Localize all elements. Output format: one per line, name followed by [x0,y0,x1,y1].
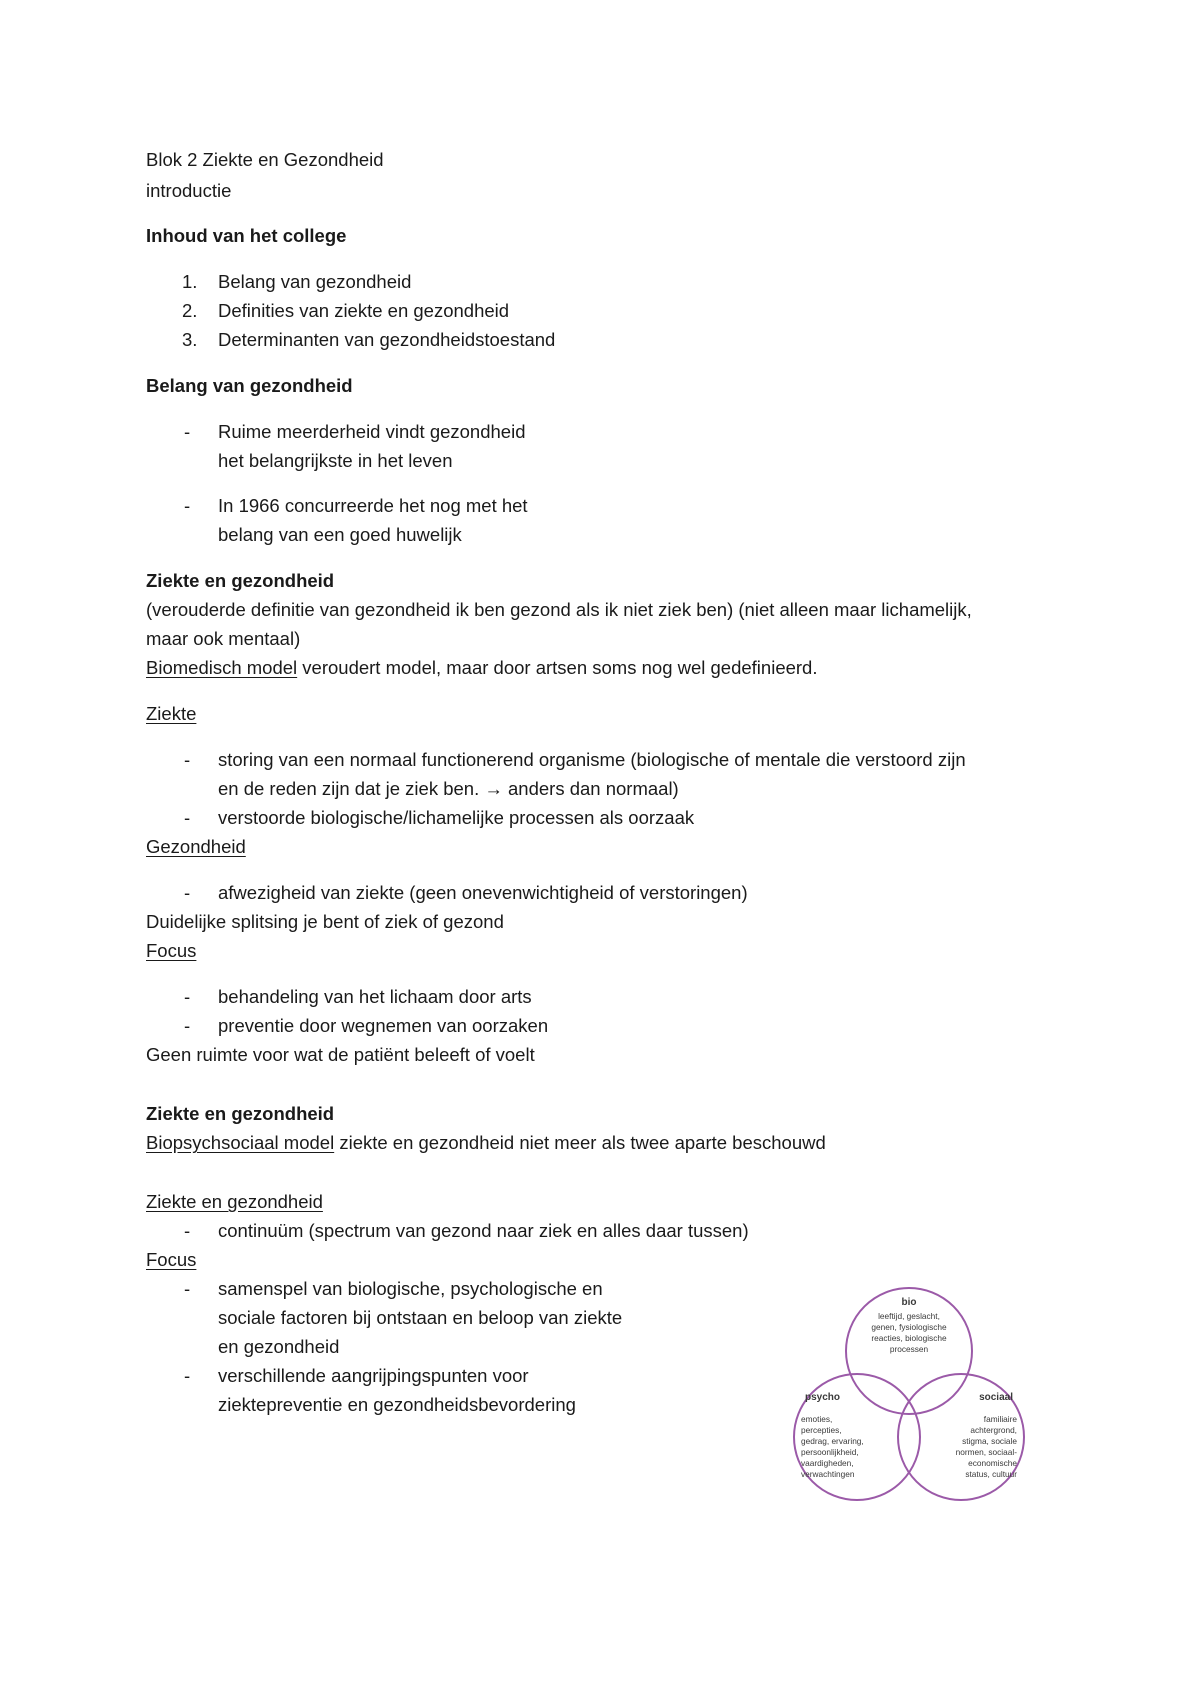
bullet-item: In 1966 concurreerde het nog met het [218,495,528,516]
venn-sociaal-line: stigma, sociale [962,1436,1017,1446]
venn-sociaal-line: normen, sociaal- [955,1447,1017,1457]
focus-label: Focus [146,940,197,961]
bullet-dash: - [184,749,191,770]
splitsing-line: Duidelijke splitsing je bent of ziek of gezond [146,911,504,932]
bullet-item: verstoorde biologische/lichamelijke processen als oorzaak [218,807,695,828]
bullet-item: Ruime meerderheid vindt gezondheid [218,421,526,442]
doc-title: Blok 2 Ziekte en Gezondheid [146,149,384,170]
bullet-item: verschillende aangrijpingspunten voor [218,1365,529,1386]
bullet-dash: - [184,421,191,442]
list-item: Determinanten van gezondheidstoestand [218,329,556,350]
gezondheid-label: Gezondheid [146,836,246,857]
list-number: 1. [182,271,198,292]
geen-ruimte-line: Geen ruimte voor wat de patiënt beleeft of voelt [146,1044,535,1065]
venn-sociaal-title: sociaal [979,1392,1013,1403]
bullet-dash: - [184,807,191,828]
bullet-item-continued: ziektepreventie en gezondheidsbevordering [218,1394,576,1415]
bullet-item: continuüm (spectrum van gezond naar ziek en alles daar tussen) [218,1220,749,1241]
biopsychosociaal-line [146,1131,826,1155]
bullet-dash: - [184,986,191,1007]
bullet-item: behandeling van het lichaam door arts [218,986,532,1007]
bullet-item: samenspel van biologische, psychologische en [218,1278,603,1299]
zg1-paragraph-line2: maar ook mentaal) [146,628,301,649]
ziekte-label: Ziekte [146,703,197,724]
focus-label: Focus [146,1249,197,1270]
biopsychosociaal-label: Biopsychsociaal model [146,1132,335,1153]
venn-psycho-line: percepties, [801,1425,842,1435]
venn-psycho-line: gedrag, ervaring, [801,1436,864,1446]
doc-subtitle: introductie [146,180,232,201]
list-number: 3. [182,329,198,350]
bullet-item: storing van een normaal functionerend organisme (biologische of mentale die verstoord zijn [218,749,966,770]
venn-sociaal-line: economische [968,1458,1017,1468]
biomedisch-text: veroudert model, maar door artsen soms nog wel gedefinieerd. [297,657,818,678]
belang-heading: Belang van gezondheid [146,375,353,396]
bullet-dash: - [184,1278,191,1299]
venn-bio-line: genen, fysiologische [871,1322,947,1332]
bullet-item: afwezigheid van ziekte (geen onevenwichtigheid of verstoringen) [218,882,748,903]
venn-psycho-line: emoties, [801,1414,833,1424]
contents-heading: Inhoud van het college [146,225,347,246]
venn-bio-line: leeftijd, geslacht, [878,1311,940,1321]
bullet-dash: - [184,495,191,516]
list-number: 2. [182,300,198,321]
list-item: Definities van ziekte en gezondheid [218,300,510,321]
venn-sociaal-line: achtergrond, [970,1425,1017,1435]
bullet-item: preventie door wegnemen van oorzaken [218,1015,549,1036]
venn-sociaal-line: familiaire [983,1414,1017,1424]
venn-psycho-line: vaardigheden, [801,1458,854,1468]
venn-psycho-title: psycho [805,1392,841,1403]
zg2-heading: Ziekte en gezondheid [146,1103,335,1124]
bullet-item-continued: het belangrijkste in het leven [218,450,453,471]
bullet-item-continued: sociale factoren bij ontstaan en beloop van ziekte [218,1307,623,1328]
zg2-subheading: Ziekte en gezondheid [146,1191,323,1212]
venn-psycho-line: persoonlijkheid, [801,1447,859,1457]
biomedisch-label: Biomedisch model [146,657,298,678]
venn-bio-title: bio [901,1297,917,1308]
bullet-dash: - [184,1220,191,1241]
venn-psycho-line: verwachtingen [801,1469,855,1479]
biopsychosociaal-text: ziekte en gezondheid niet meer als twee aparte beschouwd [334,1132,826,1153]
bullet-item-continued: en de reden zijn dat je ziek ben. → anders dan normaal) [218,778,679,799]
bullet-item-continued: en gezondheid [218,1336,340,1357]
venn-sociaal-line: status, cultuur [965,1469,1017,1479]
bullet-item-continued: belang van een goed huwelijk [218,524,462,545]
zg1-paragraph-line1: (verouderde definitie van gezondheid ik ben gezond als ik niet ziek ben) (niet alleen maar lichamelijk, [146,599,972,620]
biopsychosocial-venn-diagram [793,1287,1025,1501]
biomedisch-line [146,656,818,680]
bullet-dash: - [184,1365,191,1386]
zg1-heading: Ziekte en gezondheid [146,570,335,591]
bullet-dash: - [184,1015,191,1036]
venn-bio-line: processen [889,1344,929,1354]
bullet-dash: - [184,882,191,903]
venn-bio-line: reacties, biologische [871,1333,947,1343]
list-item: Belang van gezondheid [218,271,412,292]
